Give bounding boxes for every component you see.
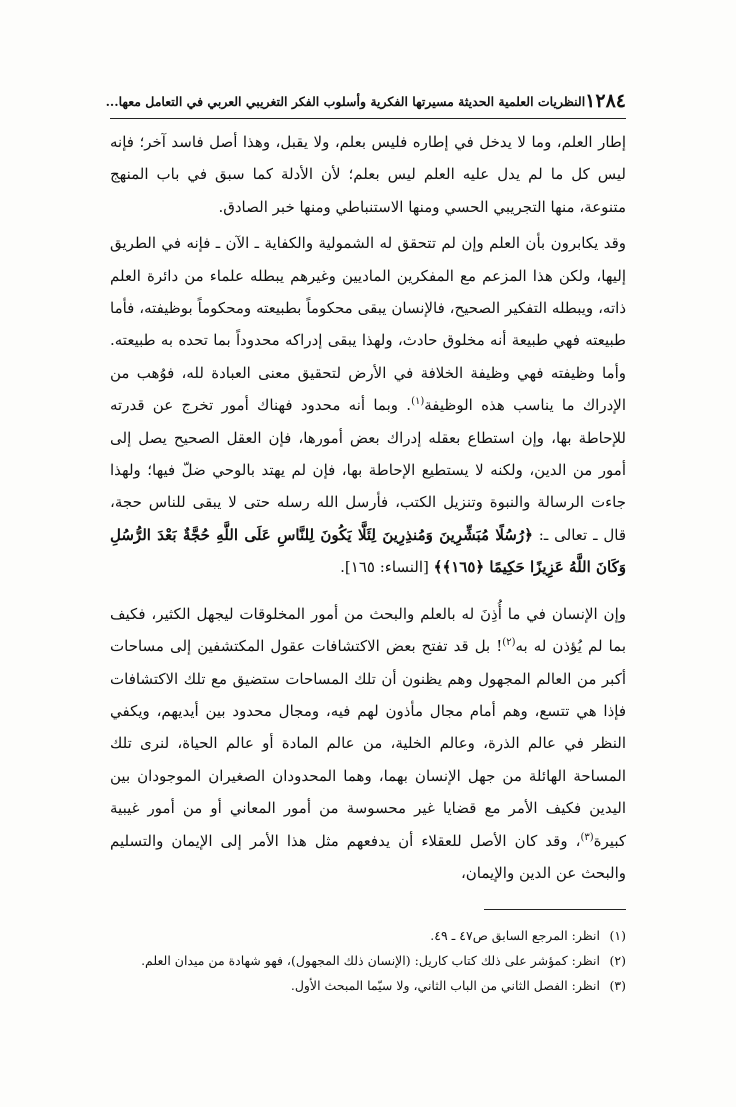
- footnote-ref-2[interactable]: (٢): [502, 637, 516, 649]
- footnote-text: انظر: كمؤشر على ذلك كتاب كاريل: (الإنسان ذلك المجهول)، فهو شهادة من ميدان العلم.: [141, 953, 600, 968]
- footnote-item: [110, 975, 626, 997]
- footnote-number: (٢): [609, 953, 626, 968]
- running-title: النظريات العلمية الحديثة مسيرتها الفكرية وأسلوب الفكر التغريبي العربي في التعامل معها...: [105, 93, 586, 109]
- footnote-text: انظر: المرجع السابق ص٤٧ ـ ٤٩.: [430, 928, 600, 943]
- footnote-item: [110, 925, 626, 947]
- footnote-ref-1[interactable]: (١): [411, 396, 425, 408]
- paragraph-3: [110, 598, 626, 890]
- paragraph-2: [110, 227, 626, 583]
- paragraph-2-text-a: وقد يكابرون بأن العلم وإن لم تتحقق له الشمولية والكفاية ـ الآن ـ فإنه في الطريق إليها، ولكن هذا المزعم مع المفكرين الماديين وغيرهم يبطله علماء من دائرة العلم ذاته، ويبطله التفكير الصحيح، فالإنسان يبقى محكوماً بطبيعته ومحكوماً بوظيفته، فأما طبيعته فهي طبيعة أنه مخلوق حادث، ولهذا يبقى إدراكه محدوداً بما تحده به طبيعته. وأما وظيفته فهي وظيفة الخلافة في الأرض لتحقيق معنى العبادة لله، فوُهب من الإدراك ما يناسب هذه الوظيفة: [110, 234, 626, 415]
- footnote-item: [110, 950, 626, 972]
- paragraph-1: إطار العلم، وما لا يدخل في إطاره فليس بعلم، ولا يقبل، وهذا أصل فاسد آخر؛ فإنه ليس كل ما لم يدل عليه العلم ليس بعلم؛ لأن الأدلة كما سبق في باب المنهج متنوعة، منها التجريبي الحسي ومنها الاستنباطي ومنها خبر الصادق.: [110, 133, 626, 216]
- quran-reference: [النساء: ١٦٥].: [340, 558, 429, 577]
- paragraph-3-text-b: ! بل قد تفتح بعض الاكتشافات عقول المكتشفين إلى مساحات أكبر من العالم المجهول وهم يظنون أن تلك المساحات ستضيق مع تلك الاكتشافات فإذا هي تتسع، وهم أمام مجال مأذون لهم فيه، ومجال محدود بين أيديهم، ويكفي النظر في عالم الذرة، وعالم الخلية، من عالم المادة أو عالم الحياة، لنرى تلك المساحة الهائلة من جهل الإنسان بهما، وهما المحدودان الصغيران الموجودان بين اليدين فكيف الأمر مع قضايا غير محسوسة من أمور المعاني أو من أمور غيبية كبيرة: [110, 637, 626, 850]
- footnote-text: انظر: الفصل الثاني من الباب الثاني، ولا سيّما المبحث الأول.: [290, 978, 600, 993]
- paragraph-2-text-b: . وبما أنه محدود فهناك أمور تخرج عن قدرته للإحاطة بها، وإن استطاع بعقله إدراك بعض أمورها، فإن العقل الصحيح يصل إلى أمور من الدين، ولكنه لا يستطيع الإحاطة بها، فإن لم يهتد بالوحي ضلّ فيها؛ ولهذا جاءت الرسالة والنبوة وتنزيل الكتب، فأرسل الله رسله حتى لا يبقى للناس حجة، قال ـ تعالى ـ:: [110, 396, 627, 544]
- quran-verse: ﴿رُسُلًا مُبَشِّرِينَ وَمُنذِرِينَ لِئَلَّا يَكُونَ لِلنَّاسِ عَلَى اللَّهِ حُجَّةٌ بَعْدَ الرُّسُلِ وَكَانَ اللَّهُ عَزِيزًا حَكِيمًا ﴿١٦٥﴾﴾: [110, 525, 626, 577]
- main-text: [110, 126, 626, 889]
- footnote-divider: [484, 909, 626, 910]
- footnotes: [110, 925, 626, 1000]
- paragraph-3-text-a: وإن الإنسان في ما أُذِنَ له بالعلم والبحث من أمور المخلوقات ليجهل الكثير، فكيف بما لم يُؤذن له به: [110, 604, 626, 656]
- footnote-ref-3[interactable]: (٣): [580, 831, 594, 843]
- footnote-number: (١): [609, 928, 626, 943]
- footnote-number: (٣): [609, 978, 626, 993]
- page-header: [105, 84, 626, 119]
- paragraph-3-text-c: ، وقد كان الأصل للعقلاء أن يدفعهم مثل هذا الأمر إلى الإيمان والتسليم والبحث عن الدين والإيمان،: [110, 831, 626, 882]
- page-number: ١٢٨٤: [585, 90, 626, 112]
